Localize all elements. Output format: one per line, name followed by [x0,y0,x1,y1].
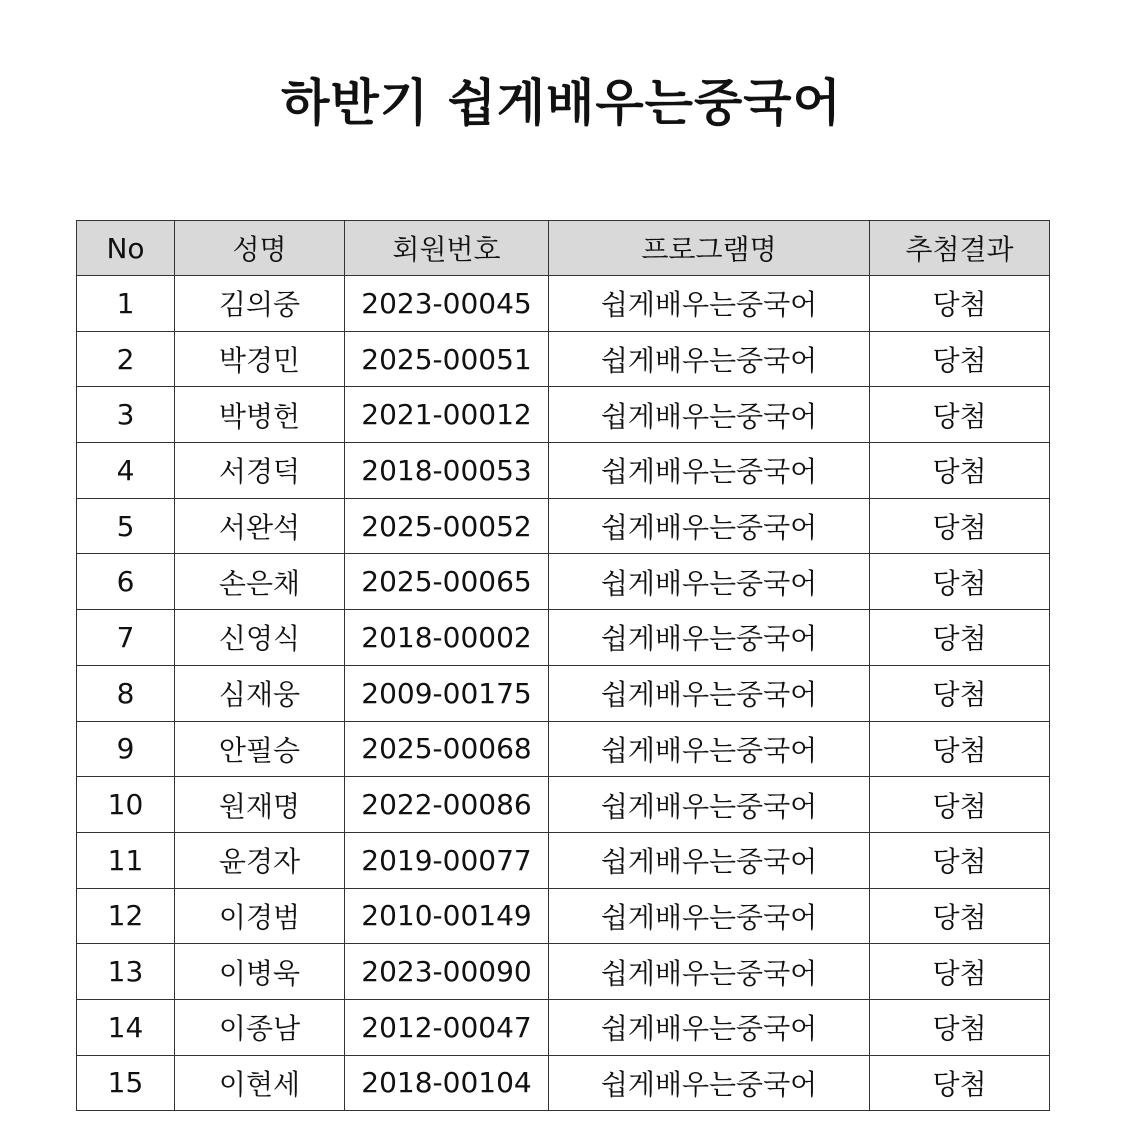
cell-program: 쉽게배우는중국어 [549,721,870,777]
cell-program: 쉽게배우는중국어 [549,554,870,610]
cell-program: 쉽게배우는중국어 [549,665,870,721]
table-row [77,999,1050,1055]
table-row [77,554,1050,610]
cell-no: 7 [77,610,175,666]
cell-program: 쉽게배우는중국어 [549,888,870,944]
cell-program: 쉽게배우는중국어 [549,777,870,833]
cell-no: 5 [77,498,175,554]
cell-no: 9 [77,721,175,777]
cell-result: 당첨 [870,721,1050,777]
cell-result: 당첨 [870,276,1050,332]
table-row [77,498,1050,554]
cell-no: 8 [77,665,175,721]
cell-program: 쉽게배우는중국어 [549,832,870,888]
cell-result: 당첨 [870,498,1050,554]
cell-result: 당첨 [870,331,1050,387]
cell-member-id: 2018-00053 [345,443,549,499]
cell-no: 2 [77,331,175,387]
table-row [77,665,1050,721]
table-row [77,888,1050,944]
cell-program: 쉽게배우는중국어 [549,610,870,666]
header-no: No [77,221,175,276]
cell-no: 3 [77,387,175,443]
cell-no: 13 [77,944,175,1000]
cell-member-id: 2021-00012 [345,387,549,443]
table-row [77,443,1050,499]
cell-result: 당첨 [870,554,1050,610]
cell-result: 당첨 [870,888,1050,944]
table-row [77,944,1050,1000]
lottery-results-table [76,220,1050,1111]
cell-program: 쉽게배우는중국어 [549,387,870,443]
cell-result: 당첨 [870,777,1050,833]
table-row [77,387,1050,443]
cell-result: 당첨 [870,387,1050,443]
cell-name: 이현세 [175,1055,345,1111]
header-program: 프로그램명 [549,221,870,276]
cell-program: 쉽게배우는중국어 [549,999,870,1055]
cell-name: 이병욱 [175,944,345,1000]
cell-member-id: 2018-00002 [345,610,549,666]
table-body [77,276,1050,1111]
cell-member-id: 2025-00065 [345,554,549,610]
header-member-id: 회원번호 [345,221,549,276]
cell-program: 쉽게배우는중국어 [549,443,870,499]
cell-no: 4 [77,443,175,499]
cell-name: 이경범 [175,888,345,944]
cell-member-id: 2025-00068 [345,721,549,777]
cell-program: 쉽게배우는중국어 [549,276,870,332]
cell-name: 박경민 [175,331,345,387]
cell-no: 6 [77,554,175,610]
table-row [77,331,1050,387]
cell-program: 쉽게배우는중국어 [549,944,870,1000]
cell-name: 심재웅 [175,665,345,721]
table-row [77,1055,1050,1111]
cell-no: 11 [77,832,175,888]
cell-member-id: 2010-00149 [345,888,549,944]
cell-member-id: 2023-00045 [345,276,549,332]
cell-no: 15 [77,1055,175,1111]
cell-no: 10 [77,777,175,833]
cell-name: 손은채 [175,554,345,610]
cell-name: 신영식 [175,610,345,666]
cell-name: 서경덕 [175,443,345,499]
table-row [77,610,1050,666]
table-row [77,721,1050,777]
cell-program: 쉽게배우는중국어 [549,1055,870,1111]
cell-no: 12 [77,888,175,944]
table-row [77,777,1050,833]
page-title: 하반기 쉽게배우는중국어 [281,74,842,132]
cell-member-id: 2018-00104 [345,1055,549,1111]
cell-name: 서완석 [175,498,345,554]
cell-program: 쉽게배우는중국어 [549,331,870,387]
table-row [77,276,1050,332]
cell-member-id: 2009-00175 [345,665,549,721]
cell-name: 윤경자 [175,832,345,888]
cell-member-id: 2023-00090 [345,944,549,1000]
cell-member-id: 2025-00051 [345,331,549,387]
header-name: 성명 [175,221,345,276]
cell-member-id: 2022-00086 [345,777,549,833]
cell-name: 원재명 [175,777,345,833]
cell-name: 이종남 [175,999,345,1055]
cell-no: 1 [77,276,175,332]
cell-no: 14 [77,999,175,1055]
cell-member-id: 2012-00047 [345,999,549,1055]
cell-result: 당첨 [870,944,1050,1000]
cell-result: 당첨 [870,999,1050,1055]
table-header-row [77,221,1050,276]
cell-result: 당첨 [870,1055,1050,1111]
cell-result: 당첨 [870,665,1050,721]
cell-member-id: 2019-00077 [345,832,549,888]
header-result: 추첨결과 [870,221,1050,276]
cell-member-id: 2025-00052 [345,498,549,554]
cell-result: 당첨 [870,610,1050,666]
cell-name: 박병헌 [175,387,345,443]
cell-result: 당첨 [870,443,1050,499]
table-row [77,832,1050,888]
cell-name: 김의중 [175,276,345,332]
cell-result: 당첨 [870,832,1050,888]
cell-name: 안필승 [175,721,345,777]
cell-program: 쉽게배우는중국어 [549,498,870,554]
